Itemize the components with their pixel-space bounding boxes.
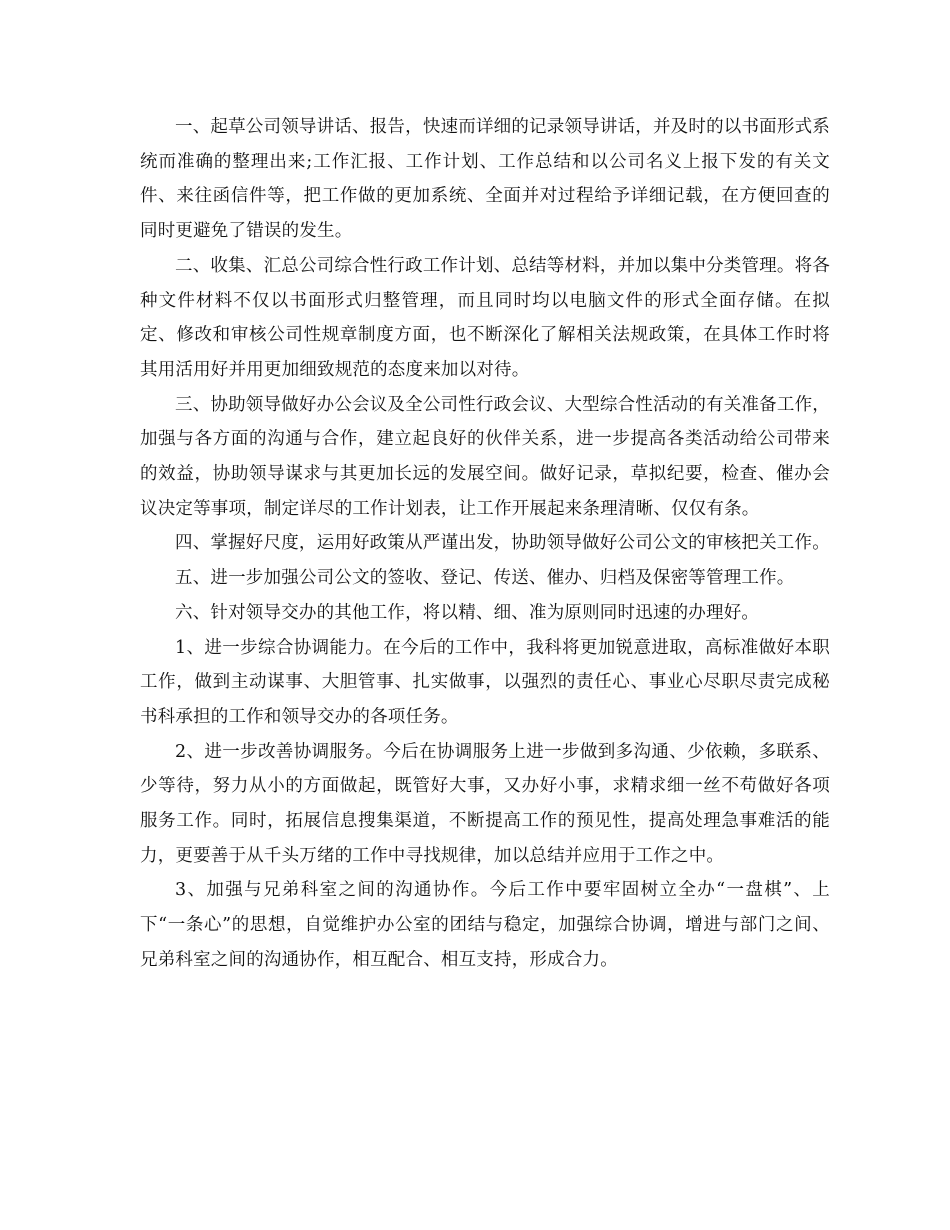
paragraph-4: 四、掌握好尺度，运用好政策从严谨出发，协助领导做好公司公文的审核把关工作。 <box>175 533 830 554</box>
paragraph-5: 五、进一步加强公司公文的签收、登记、传送、催办、归档及保密等管理工作。 <box>175 568 795 589</box>
paragraph-6: 六、针对领导交办的其他工作，将以精、细、准为原则同时迅速的办理好。 <box>175 602 760 623</box>
paragraph-1: 一、起草公司领导讲话、报告，快速而详细的记录领导讲话，并及时的以书面形式系统而准确的整理出来;工作汇报、工作计划、工作总结和以公司名义上报下发的有关文件、来往函信件等，把工作做的更加系统、全面并对过程给予详细记载，在方便回查的同时更避免了错误的发生。 <box>140 117 830 242</box>
paragraph-7: 1、进一步综合协调能力。在今后的工作中，我科将更加锐意进取，高标准做好本职工作，做到主动谋事、大胆管事、扎实做事，以强烈的责任心、事业心尽职尽责完成秘书科承担的工作和领导交办的各项任务。 <box>140 637 830 727</box>
paragraph-3: 三、协助领导做好办公会议及全公司性行政会议、大型综合性活动的有关准备工作，加强与各方面的沟通与合作，建立起良好的伙伴关系，进一步提高各类活动给公司带来的效益，协助领导谋求与其更加长远的发展空间。做好记录，草拟纪要，检查、催办会议决定等事项，制定详尽的工作计划表，让工作开展起来条理清晰、仅仅有条。 <box>140 394 830 519</box>
paragraph-2: 二、收集、汇总公司综合性行政工作计划、总结等材料，并加以集中分类管理。将各种文件材料不仅以书面形式归整管理，而且同时均以电脑文件的形式全面存储。在拟定、修改和审核公司性规章制度方面，也不断深化了解相关法规政策，在具体工作时将其用活用好并用更加细致规范的态度来加以对待。 <box>140 255 830 380</box>
document-body <box>140 110 830 978</box>
paragraph-8: 2、进一步改善协调服务。今后在协调服务上进一步做到多沟通、少依赖，多联系、少等待，努力从小的方面做起，既管好大事，又办好小事，求精求细一丝不苟做好各项服务工作。同时，拓展信息搜集渠道，不断提高工作的预见性，提高处理急事难活的能力，更要善于从千头万绪的工作中寻找规律，加以总结并应用于工作之中。 <box>140 741 830 866</box>
paragraph-9: 3、加强与兄弟科室之间的沟通协作。今后工作中要牢固树立全办“一盘棋”、上下“一条心”的思想，自觉维护办公室的团结与稳定，加强综合协调，增进与部门之间、兄弟科室之间的沟通协作，相互配合、相互支持，形成合力。 <box>140 880 830 970</box>
